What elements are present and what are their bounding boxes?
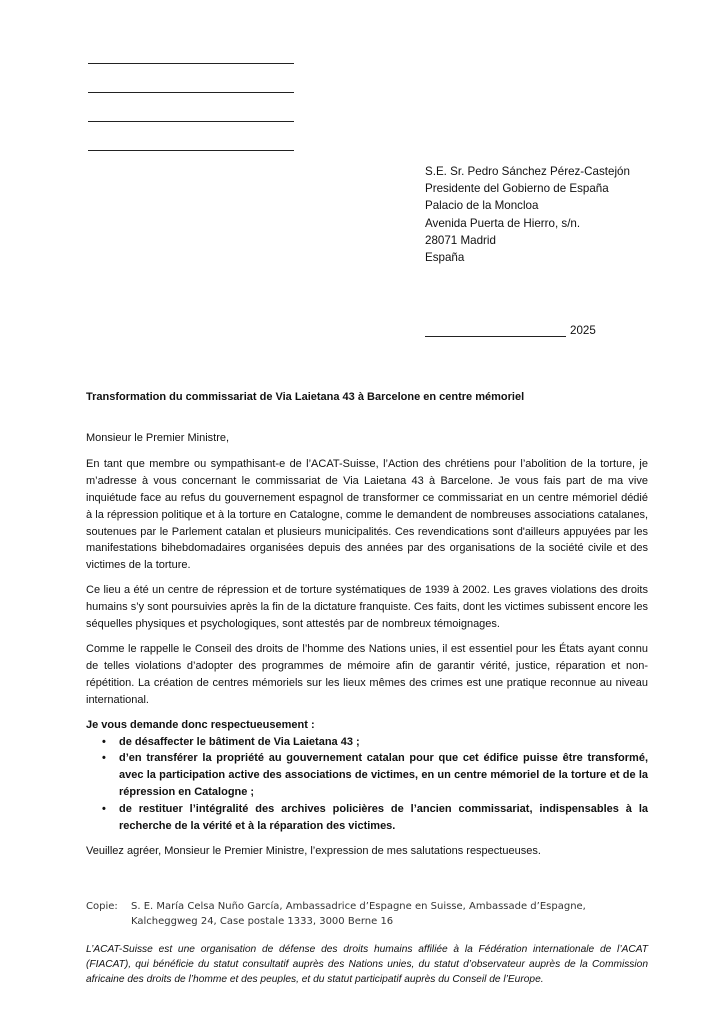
recipient-building: Palacio de la Moncloa [425, 199, 539, 213]
bullet-icon: • [102, 803, 106, 816]
organization-footnote: L’ACAT-Suisse est une organisation de défense des droits humains affiliée à la Fédération internationale de l’ACAT (FIACAT), qui bénéficie du statut consultatif auprès des Nations unies, du statut d’observateur auprès de la Commission africaine des droits de l’homme et des peuples, et du statut participatif auprès du Conseil de l’Europe. [86, 944, 648, 985]
date-blank-line [425, 322, 566, 337]
copy-recipient: S. E. María Celsa Nuño García, Ambassadrice d’Espagne en Suisse, Ambassade d’Espagne, Kalcheggweg 24, Case postale 1333, 3000 Berne 16 [131, 901, 586, 927]
body-paragraph: En tant que membre ou sympathisant-e de l’ACAT-Suisse, l’Action des chrétiens pour l’abolition de la torture, je m’adresse à vous concernant le commissariat de Via Laietana 43 à Barcelone. Je vous fais part de ma vive inquiétude face au refus du gouvernement espagnol de transformer ce commissariat en un centre mémoriel dédié à la répression politique et à la torture en Catalogne, comme le demandent de nombreuses associations catalanes, soutenues par le Parlement catalan et plusieurs municipalités. Ces revendications sont d'ailleurs appuyées par les manifestations bihebdomadaires organisées depuis des années par des organisations de la société civile et des victimes de la torture. [86, 457, 648, 572]
demand-text: de désaffecter le bâtiment de Via Laietana 43 ; [119, 735, 360, 748]
demand-text: d’en transférer la propriété au gouvernement catalan pour que cet édifice puisse être transformé, avec la participation active des associations de victimes, en un centre mémoriel de la torture et de la répression en Catalogne ; [119, 752, 648, 799]
request-intro: Je vous demande donc respectueusement : [86, 718, 315, 731]
copy-label: Copie: [86, 901, 118, 912]
date-year: 2025 [570, 324, 596, 337]
sender-blank-line [88, 150, 294, 151]
salutation: Monsieur le Premier Ministre, [86, 432, 230, 444]
recipient-country: España [425, 251, 465, 265]
copy-notice [86, 900, 648, 929]
demand-item [86, 750, 648, 801]
demand-item [86, 734, 648, 751]
closing-formula: Veuillez agréer, Monsieur le Premier Ministre, l’expression de mes salutations respectueuses. [86, 844, 541, 857]
sender-address-lines [88, 63, 294, 179]
demands-list [86, 734, 648, 835]
recipient-street: Avenida Puerta de Hierro, s/n. [425, 216, 581, 230]
recipient-name: S.E. Sr. Pedro Sánchez Pérez-Castejón [425, 165, 630, 178]
sender-blank-line [88, 63, 294, 64]
letter-subject: Transformation du commissariat de Via Laietana 43 à Barcelone en centre mémoriel [86, 391, 525, 403]
sender-blank-line [88, 92, 294, 93]
body-paragraph: Comme le rappelle le Conseil des droits de l’homme des Nations unies, il est essentiel pour les États ayant connu de telles violations d’adopter des programmes de mémoire afin de garantir vérité, justice, réparation et non-répétition. La création de centres mémoriels sur les lieux mêmes des crimes est une pratique reconnue au niveau international. [86, 642, 648, 706]
date-block [425, 322, 596, 337]
recipient-title: Presidente del Gobierno de España [425, 182, 609, 196]
bullet-icon: • [102, 752, 106, 765]
demand-item [86, 801, 648, 835]
letter-body [86, 430, 648, 868]
bullet-icon: • [102, 735, 106, 748]
body-paragraph: Ce lieu a été un centre de répression et de torture systématiques de 1939 à 2002. Les graves violations des droits humains s’y sont poursuivies après la fin de la dictature franquiste. Ces faits, dont les victimes subissent encore les séquelles physiques et psychologiques, sont attestés par de nombreux témoignages. [86, 584, 648, 631]
demand-text: de restituer l’intégralité des archives policières de l’ancien commissariat, indispensables à la recherche de la vérité et à la réparation des victimes. [119, 803, 648, 833]
recipient-city: 28071 Madrid [425, 233, 496, 247]
sender-blank-line [88, 121, 294, 122]
recipient-address [425, 163, 630, 266]
